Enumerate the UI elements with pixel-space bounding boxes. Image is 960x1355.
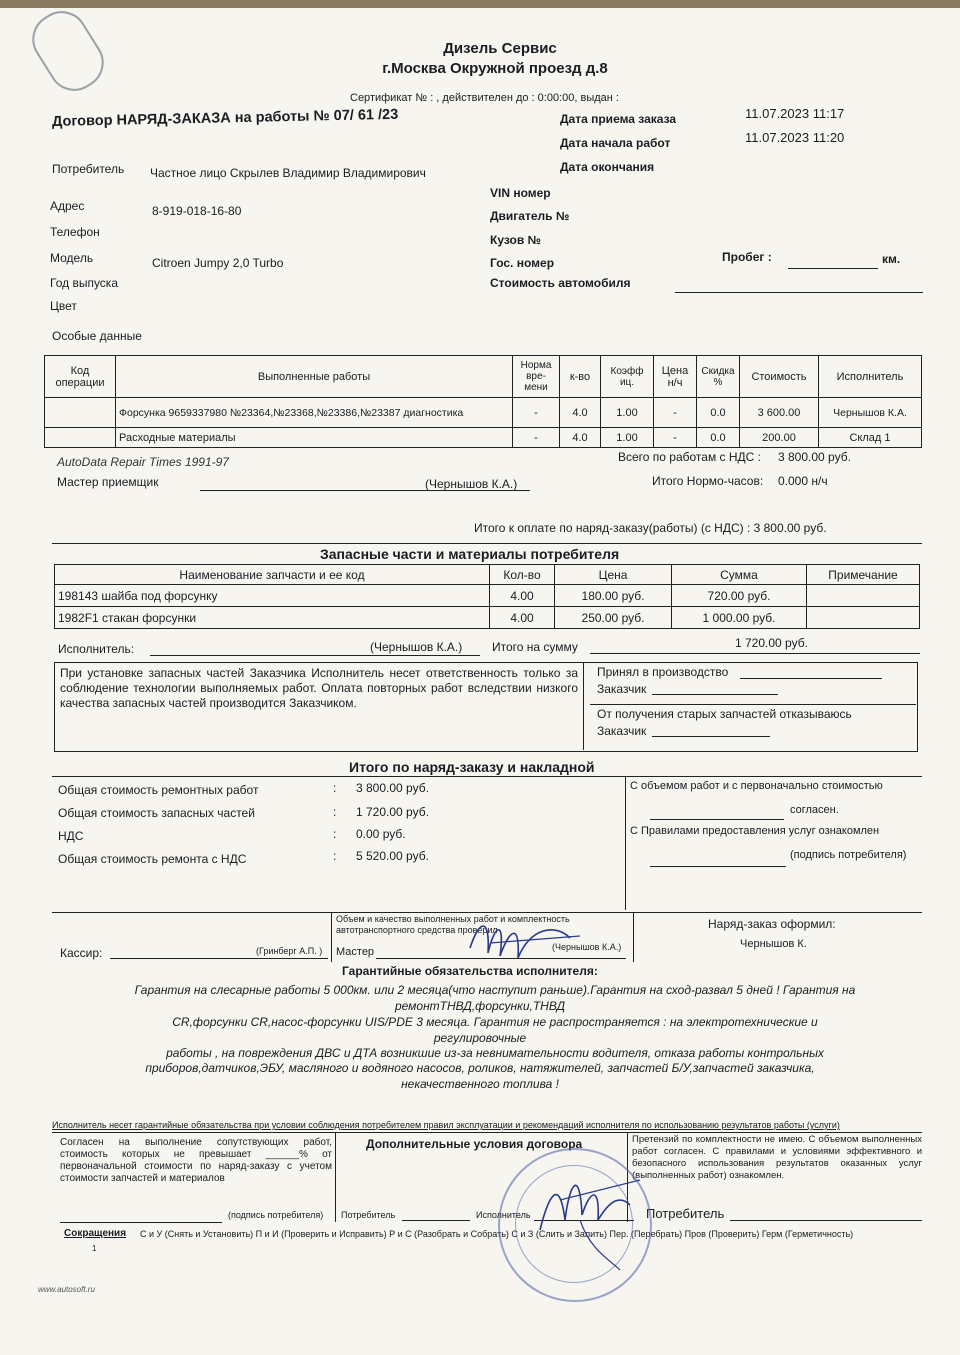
executor-sign-small: Исполнитель xyxy=(476,1210,531,1220)
warranty-footnote: Исполнитель несет гарантийные обязательства при условии соблюдения потребителем правил эксплуатации и рекомендаций исполнителя по использованию результатов работы (услуги) xyxy=(52,1120,840,1130)
part-note xyxy=(807,607,920,629)
signoff-vline-2 xyxy=(633,912,634,962)
row-norm: - xyxy=(513,428,560,448)
parts-header-row xyxy=(55,565,920,585)
quality-text: Объем и качество выполненных работ и комплектность автотранспортного средства проверил xyxy=(336,914,570,935)
warranty-line-6: приборов,датчиков,ЭБУ, масляного и водяного насосов, роликов, натяжителей, запчастей Б/У,запчастей заказчика, xyxy=(145,1061,815,1075)
totals-title: Итого по наряд-заказу и накладной xyxy=(349,759,595,775)
norm-hours-value: 0.000 н/ч xyxy=(778,474,828,488)
master-signature-icon xyxy=(460,908,600,968)
works-header-row xyxy=(45,356,922,398)
row-price: - xyxy=(654,428,697,448)
extra-works-text: Согласен на выполнение сопутствующих работ, стоимость которых не превышает ______% от первоначальной стоимости по наряд-заказу с учетом стоимости запчастей и материалов xyxy=(60,1137,332,1184)
part-name: 1982F1 стакан форсунки xyxy=(55,607,490,629)
accepted-label: Принял в производство xyxy=(597,665,729,679)
consumer-value: Частное лицо Скрылев Владимир Владимирович xyxy=(150,166,426,180)
master-label: Мастер приемщик xyxy=(57,475,159,489)
cashier-value: (Гринберг А.П. ) xyxy=(256,946,323,956)
col-code: Код операции xyxy=(45,356,116,398)
table-row xyxy=(55,607,920,629)
warranty-line-4: регулировочные xyxy=(433,1031,527,1045)
row-price: - xyxy=(654,398,697,428)
norm-hours-label: Итого Нормо-часов: xyxy=(652,474,764,488)
consumer-sign-line xyxy=(402,1220,470,1221)
refuse-label: От получения старых запчастей отказываюсь xyxy=(597,707,852,721)
col-price: Цена н/ч xyxy=(654,356,697,398)
col-part-note: Примечание xyxy=(807,565,920,585)
col-part-name: Наименование запчасти и ее код xyxy=(55,565,490,585)
col-part-sum: Сумма xyxy=(672,565,807,585)
table-row xyxy=(45,428,922,448)
end-date-label: Дата окончания xyxy=(560,160,655,174)
part-qty: 4.00 xyxy=(490,607,555,629)
table-row xyxy=(55,585,920,607)
part-name: 198143 шайба под форсунку xyxy=(55,585,490,607)
parts-table xyxy=(54,564,920,629)
warranty-line-1: Гарантия на слесарные работы 5 000км. или 2 месяца(что наступит раньше).Гарантия на сход-развал 5 дней ! Гарантия на xyxy=(134,983,856,997)
agree-line xyxy=(650,819,784,820)
row-code xyxy=(45,428,116,448)
colon: : xyxy=(333,781,337,795)
start-date-value: 11.07.2023 11:20 xyxy=(745,130,845,145)
signature-line xyxy=(650,866,786,867)
col-works: Выполненные работы xyxy=(116,356,513,398)
row-coef: 1.00 xyxy=(601,428,654,448)
bottom-divider xyxy=(52,1132,922,1133)
parts-sum-value: 1 720.00 руб. xyxy=(735,636,808,650)
executor-signature-icon xyxy=(520,1160,650,1280)
certificate: Сертификат № : , действителен до : 0:00:00, выдан : xyxy=(350,92,619,104)
part-sum: 1 000.00 руб. xyxy=(672,607,807,629)
table-row xyxy=(45,398,922,428)
part-sum: 720.00 руб. xyxy=(672,585,807,607)
vat-label: НДС xyxy=(58,829,84,843)
issued-label: Наряд-заказ оформил: xyxy=(708,917,836,931)
extra-conditions-title: Дополнительные условия договора xyxy=(366,1137,583,1151)
part-price: 250.00 руб. xyxy=(555,607,672,629)
col-part-price: Цена xyxy=(555,565,672,585)
col-norm: Норма вре-мени xyxy=(513,356,560,398)
cashier-line xyxy=(110,958,328,959)
site-mark: www.autosoft.ru xyxy=(38,1285,95,1294)
parts-cost-label: Общая стоимость запасных частей xyxy=(58,806,255,820)
parts-executor-label: Исполнитель: xyxy=(58,642,135,656)
abbr-text: С и У (Снять и Установить) П и И (Проверить и Исправить) Р и С (Разобрать и Собрать) С и З (Слить и Залить) Пер. (Перебрать) Пров (Проверить) Герм (Герметичность) xyxy=(140,1229,854,1239)
paperclip-icon xyxy=(23,1,114,100)
col-part-qty: Кол-во xyxy=(490,565,555,585)
col-executor: Исполнитель xyxy=(819,356,922,398)
total-cost-label: Общая стоимость ремонта с НДС xyxy=(58,852,247,866)
consumer-label: Потребитель xyxy=(52,162,125,176)
part-price: 180.00 руб. xyxy=(555,585,672,607)
colon: : xyxy=(333,805,337,819)
row-code xyxy=(45,398,116,428)
colon: : xyxy=(333,849,337,863)
part-note xyxy=(807,585,920,607)
row-cost: 200.00 xyxy=(740,428,819,448)
pay-total: Итого к оплате по наряд-заказу(работы) (с НДС) : 3 800.00 руб. xyxy=(474,521,827,535)
warranty-line-2: ремонтТНВД,форсунки,ТНВД xyxy=(394,999,566,1013)
row-work-name: Форсунка 9659337980 №23364,№23368,№23386,№23387 диагностика xyxy=(116,398,513,428)
rules-text: С Правилами предоставления услуг ознакомлен xyxy=(630,825,880,837)
parts-divider xyxy=(52,543,922,544)
model-value: Citroen Jumpy 2,0 Turbo xyxy=(152,256,284,270)
notice-divider xyxy=(583,662,584,750)
mileage-unit: км. xyxy=(882,252,901,266)
consumer-sign-big-line xyxy=(730,1220,922,1221)
color-label: Цвет xyxy=(50,299,77,313)
repair-value: 3 800.00 руб. xyxy=(356,781,429,795)
parts-title: Запасные части и материалы потребителя xyxy=(320,546,620,562)
issued-value: Чернышов К. xyxy=(740,938,807,950)
start-date-label: Дата начала работ xyxy=(560,136,671,150)
row-work-name: Расходные материалы xyxy=(116,428,513,448)
repair-label: Общая стоимость ремонтных работ xyxy=(58,783,259,797)
parts-sum-line xyxy=(590,653,920,654)
consumer-sign-big: Потребитель xyxy=(646,1206,725,1221)
year-label: Год выпуска xyxy=(50,276,118,290)
row-discount: 0.0 xyxy=(697,428,740,448)
abbr-label: Сокращения xyxy=(64,1228,127,1239)
col-discount: Скидка % xyxy=(697,356,740,398)
page-mark: 1 xyxy=(92,1244,97,1253)
part-qty: 4.00 xyxy=(490,585,555,607)
totals-vdivider xyxy=(625,776,626,910)
body-label: Кузов № xyxy=(490,233,541,247)
warranty-line-7: некачественного топлива ! xyxy=(401,1077,559,1091)
engine-label: Двигатель № xyxy=(490,209,570,223)
customer-label-1: Заказчик xyxy=(597,682,647,696)
autodata-note: AutoData Repair Times 1991-97 xyxy=(57,455,229,469)
photo-top-edge xyxy=(0,0,960,8)
row-coef: 1.00 xyxy=(601,398,654,428)
notice-right-divider xyxy=(590,704,916,705)
cashier-label: Кассир: xyxy=(60,946,103,960)
total-cost-value: 5 520.00 руб. xyxy=(356,849,429,863)
col-cost: Стоимость xyxy=(740,356,819,398)
mileage-label: Пробег : xyxy=(722,250,772,264)
row-norm: - xyxy=(513,398,560,428)
parts-sum-label: Итого на сумму xyxy=(492,640,578,654)
model-label: Модель xyxy=(50,251,94,265)
parts-executor-value: (Чернышов К.А.) xyxy=(370,640,463,654)
agree-text-2: согласен. xyxy=(790,804,839,816)
works-table xyxy=(44,355,922,448)
row-executor: Чернышов К.А. xyxy=(819,398,922,428)
consumer-sign-small: Потребитель xyxy=(341,1210,396,1220)
contract-title: Договор НАРЯД-ЗАКАЗА на работы № 07/ 61 /23 xyxy=(51,106,399,130)
signature-label: (подпись потребителя) xyxy=(790,849,907,861)
phone-label: Телефон xyxy=(50,225,100,239)
notice-text: При установке запасных частей Заказчика Исполнитель несет ответственность только за соблюдение технологии выполняемых работ. Оплата повторных работ вследствии низкого качества запасных частей производится Заказчиком. xyxy=(60,666,578,710)
vat-value: 0.00 руб. xyxy=(356,827,406,841)
address-value: 8-919-018-16-80 xyxy=(152,204,242,218)
row-executor: Склад 1 xyxy=(819,428,922,448)
customer-line-1 xyxy=(652,694,778,695)
plate-label: Гос. номер xyxy=(490,256,555,270)
agree-text-1: С объемом работ и с первоначально стоимостью xyxy=(630,780,883,792)
car-cost-label: Стоимость автомобиля xyxy=(490,276,631,290)
parts-executor-line xyxy=(150,655,480,656)
col-qty: к-во xyxy=(560,356,601,398)
master-sign-label: Мастер xyxy=(336,946,375,958)
row-cost: 3 600.00 xyxy=(740,398,819,428)
warranty-line-5: работы , на повреждения ДВС и ДТА возникшие из-за невнимательности водителя, отказа работы контрольных xyxy=(166,1046,824,1060)
colon: : xyxy=(333,827,337,841)
signoff-vline-1 xyxy=(331,912,332,962)
parts-cost-value: 1 720.00 руб. xyxy=(356,805,429,819)
col-coef: Коэфф иц. xyxy=(601,356,654,398)
company-address: г.Москва Окружной проезд д.8 xyxy=(382,60,608,77)
mileage-line xyxy=(788,268,878,269)
warranty-title: Гарантийные обязательства исполнителя: xyxy=(342,964,598,978)
claims-text: Претензий по комплектности не имею. С объемом выполненных работ согласен. С правилами и условиями эффективного и безопасного использования результатов оказанных услуг (выполненных работ) ознакомлен. xyxy=(632,1134,922,1181)
totals-divider xyxy=(52,776,922,777)
vin-label: VIN номер xyxy=(490,186,551,200)
row-qty: 4.0 xyxy=(560,428,601,448)
order-date-label: Дата приема заказа xyxy=(560,112,677,126)
master-sign-value: (Чернышов К.А.) xyxy=(552,942,622,952)
works-total-label: Всего по работам с НДС : xyxy=(618,450,762,464)
works-total-value: 3 800.00 руб. xyxy=(778,450,851,464)
consumer-sig-label: (подпись потребителя) xyxy=(228,1210,324,1220)
bottom-vline-1 xyxy=(335,1132,336,1222)
warranty-line-3: CR,форсунки CR,насос-форсунки UIS/PDE 3 месяца. Гарантия не распространяется : на электротехнические и xyxy=(172,1015,818,1029)
address-label: Адрес xyxy=(50,199,85,213)
master-value: (Чернышов К.А.) xyxy=(425,477,518,491)
consumer-sig-line xyxy=(60,1222,222,1223)
car-cost-line xyxy=(675,292,923,293)
company-name: Дизель Сервис xyxy=(443,40,557,57)
customer-label-2: Заказчик xyxy=(597,724,647,738)
accepted-line xyxy=(740,678,882,679)
row-discount: 0.0 xyxy=(697,398,740,428)
special-label: Особые данные xyxy=(52,329,142,343)
order-date-value: 11.07.2023 11:17 xyxy=(745,106,845,121)
customer-line-2 xyxy=(652,736,770,737)
row-qty: 4.0 xyxy=(560,398,601,428)
